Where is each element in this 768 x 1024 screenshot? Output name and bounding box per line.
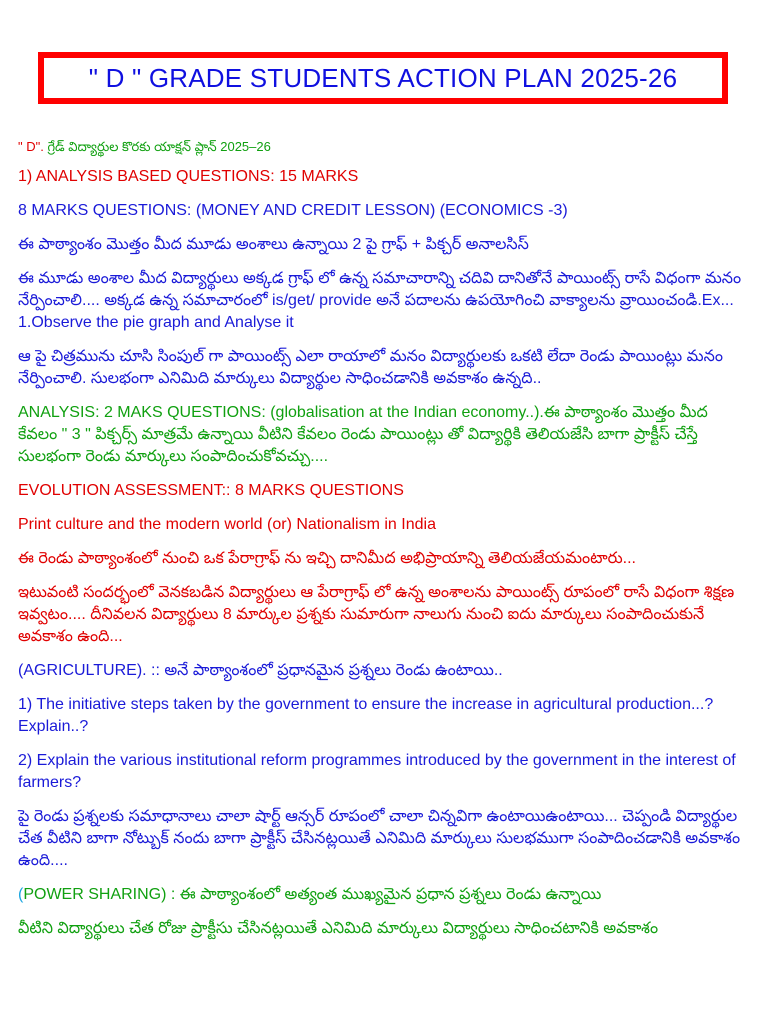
power-sharing-heading: [18, 884, 746, 906]
paragraph-l6: ANALYSIS: 2 MAKS QUESTIONS: (globalisation at the Indian economy..).ఈ పాఠ్యాంశం మొత్తం మీద కేవలం " 3 " పిక్చర్స్ మాత్రమే ఉన్నాయి వీటిని కేవలం రెండు పాయింట్లు తో విద్యార్థికి తెలియజేసి బాగా ప్రాక్టీస్ చేస్తే సులభంగా రెండు మార్కులు సంపాదించుకోవచ్చు....: [18, 404, 708, 465]
section-analysis-heading: 1) ANALYSIS BASED QUESTIONS: 15 MARKS: [18, 168, 359, 185]
agriculture-heading: (AGRICULTURE). :: అనే పాఠ్యాంశంలో ప్రధానమైన ప్రశ్నలు రెండు ఉంటాయి..: [18, 662, 503, 679]
paragraph-l4: ఈ మూడు అంశాల మీద విద్యార్థులు అక్కడ గ్రాఫ్ లో ఉన్న సమాచారాన్ని చదివి దానితోనే పాయింట్స్ రాసే విధంగా మనం నేర్పించాలి.... అక్కడ ఉన్న సమాచారంలో is/get/ provide అనే పదాలను ఉపయోగించి వాక్యాలను వ్రాయించండి.Ex... 1.Observe the pie graph and Analyse it: [18, 270, 742, 331]
paragraph-l3: ఈ పాఠ్యాంశం మొత్తం మీద మూడు అంశాలు ఉన్నాయి 2 పై గ్రాఫ్ + పిక్చర్ అనాలసిస్: [18, 236, 529, 253]
question-1: 1) The initiative steps taken by the government to ensure the increase in agricultural production...? Explain..?: [18, 696, 714, 735]
paragraph-l9: ఈ రెండు పాఠ్యాంశంలో నుంచి ఒక పేరాగ్రాఫ్ ను ఇచ్చి దానిమీద అభిప్రాయాన్ని తెలియజేయమంటారు...: [18, 550, 636, 567]
subtitle: [18, 138, 746, 156]
document-body: [18, 138, 746, 952]
paragraph-l16: వీటిని విద్యార్థులు చేత రోజు ప్రాక్టీసు చేసినట్లయితే ఎనిమిది మార్కులు విద్యార్థులు సాధించటానికి అవకాశం: [18, 920, 659, 937]
paragraph-l5: ఆ పై చిత్రమును చూసి సింపుల్ గా పాయింట్స్ ఎలా రాయాలో మనం విద్యార్థులకు ఒకటి లేదా రెండు పాయింట్లు మనం నేర్పించాలి. సులభంగా ఎనిమిది మార్కులు విద్యార్థుల సాధించడానికి అవకాశం ఉన్నది..: [18, 348, 723, 387]
question-2: 2) Explain the various institutional reform programmes introduced by the government in the interest of farmers?: [18, 752, 736, 791]
evolution-heading: EVOLUTION ASSESSMENT:: 8 MARKS QUESTIONS: [18, 482, 404, 499]
subtitle-rest: గ్రేడ్ విద్యార్థుల కొరకు యాక్షన్ ప్లాన్ 2025–26: [43, 139, 271, 154]
paragraph-l14: పై రెండు ప్రశ్నలకు సమాధానాలు చాలా షార్ట్ ఆన్సర్ రూపంలో చాలా చిన్నవిగా ఉంటాయిఉంటాయి... చెప్పండి విద్యార్థుల చేత వీటిని బాగా నోట్బుక్ నందు బాగా ప్రాక్టీస్ చేసినట్లయితే ఎనిమిది మార్కులు సులభముగా సంపాదించడానికి అవకాశం ఉంది....: [18, 808, 741, 869]
subtitle-prefix: " D".: [18, 139, 44, 154]
page-title: " D " GRADE STUDENTS ACTION PLAN 2025-26: [88, 62, 678, 93]
power-sharing-paren: (: [18, 886, 24, 903]
paragraph-l10: ఇటువంటి సందర్భంలో వెనకబడిన విద్యార్థులు ఆ పేరాగ్రాఫ్ లో ఉన్న అంశాలను పాయింట్స్ రూపంలో రాసే విధంగా శిక్షణ ఇవ్వటం.... దీనివలన విద్యార్థులు 8 మార్కుల ప్రశ్నకు సుమారుగా నాలుగు నుంచి ఐదు మార్కులు సంపాదించుకునే అవకాశం ఉంది...: [18, 584, 735, 645]
paragraph-l8: Print culture and the modern world (or) Nationalism in India: [18, 516, 436, 533]
money-credit-heading: 8 MARKS QUESTIONS: (MONEY AND CREDIT LESSON) (ECONOMICS -3): [18, 202, 568, 219]
power-sharing-text: POWER SHARING) : ఈ పాఠ్యాంశంలో అత్యంత ముఖ్యమైన ప్రధాన ప్రశ్నలు రెండు ఉన్నాయి: [23, 886, 602, 903]
title-box: [38, 52, 728, 104]
